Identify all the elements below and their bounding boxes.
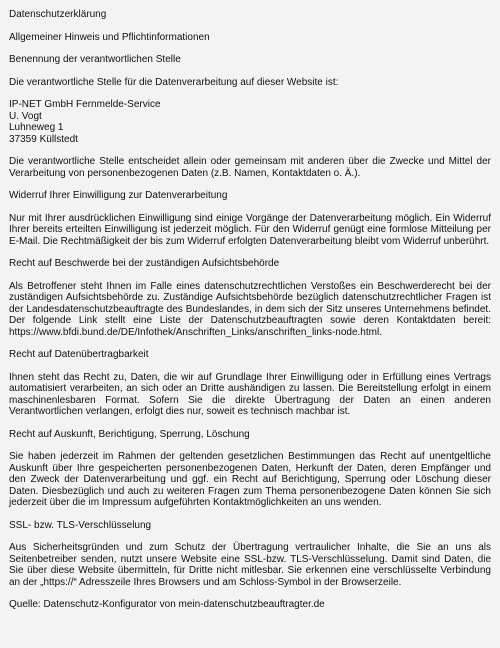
portability-heading: Recht auf Datenübertragbarkeit (9, 349, 149, 360)
portability-text: Ihnen steht das Recht zu, Daten, die wir auf Grundlage Ihrer Einwilligung oder in Erfüllung eines Vertrags automatisiert verarbeiten, an sich oder an Dritte aushändigen zu lassen. Die Bereitstellung erfolgt in einem maschinenlesbaren Format. Sofern Sie die direkte Übertragung der Daten an einen anderen Verantwortlichen verlangen, erfolgt dies nur, soweit es technisch machbar ist. (9, 371, 491, 417)
complaint-text: Als Betroffener steht Ihnen im Falle eines datenschutzrechtlichen Verstoßes ein Beschwerderecht bei der zuständigen Aufsichtsbehörde zu. Zuständige Aufsichtsbehörde bezüglich datenschutzrechtlicher Fragen ist der Landesdatenschutzbeauftragte des Bundeslandes, in dem sich der Sitz unseres Unternehmens befindet. Der folgende Link stellt eine Liste der Datenschutzbeauftragten sowie deren Kontaktdaten bereit: https://www.bfdi.bund.de/DE/Infothek/Anschriften_Links/anschriften_links-node.html. (9, 280, 491, 338)
address-line-street: Luhneweg 1 (9, 122, 64, 133)
page-title: Datenschutzerklärung (9, 9, 107, 20)
withdrawal-text: Nur mit Ihrer ausdrücklichen Einwilligung sind einige Vorgänge der Datenverarbeitung möglich. Ein Widerruf Ihrer bereits erteilten Einwilligung ist jederzeit möglich. Für den Widerruf genügt eine formlose Mitteilung per E-Mail. Die Rechtmäßigkeit der bis zum Widerruf erfolgten Datenverarbeitung bleibt vom Widerruf unberührt. (9, 212, 491, 247)
address-line-person: U. Vogt (9, 110, 42, 122)
company-address (9, 99, 491, 145)
encryption-text: Aus Sicherheitsgründen und zum Schutz der Übertragung vertraulicher Inhalte, die Sie an uns als Seitenbetreiber senden, nutzt unsere Website eine SSL-bzw. TLS-Verschlüsselung. Damit sind Daten, die Sie über diese Website übermitteln, für Dritte nicht mitlesbar. Sie erkennen eine verschlüsselte Verbindung an der „https://“ Adresszeile Ihres Browsers und am Schloss-Symbol in der Browserzeile. (9, 542, 491, 588)
intro-heading: Allgemeiner Hinweis und Pflichtinformationen (9, 31, 210, 43)
information-text: Sie haben jederzeit im Rahmen der geltenden gesetzlichen Bestimmungen das Recht auf unentgeltliche Auskunft über Ihre gespeicherten personenbezogenen Daten, Herkunft der Daten, deren Empfänger und den Zweck der Datenverarbeitung und ggf. ein Recht auf Berichtigung, Sperrung oder Löschung dieser Daten. Diesbezüglich und auch zu weiteren Fragen zum Thema personenbezogene Daten können Sie sich jederzeit über die im Impressum aufgeführten Kontaktmöglichkeiten an uns wenden. (9, 451, 491, 508)
address-line-city: 37359 Küllstedt (9, 133, 78, 145)
information-heading: Recht auf Auskunft, Berichtigung, Sperrung, Löschung (9, 428, 250, 440)
withdrawal-heading: Widerruf Ihrer Einwilligung zur Datenverarbeitung (9, 190, 228, 201)
responsible-decision-text: Die verantwortliche Stelle entscheidet allein oder gemeinsam mit anderen über die Zwecke und Mittel der Verarbeitung von personenbezogenen Daten (z.B. Namen, Kontaktdaten o. Ä.). (9, 156, 491, 179)
complaint-heading: Recht auf Beschwerde bei der zuständigen Aufsichtsbehörde (9, 258, 280, 269)
source-note: Quelle: Datenschutz-Konfigurator von mein-datenschutzbeauftragter.de (9, 599, 325, 610)
responsible-text: Die verantwortliche Stelle für die Datenverarbeitung auf dieser Website ist: (9, 76, 339, 88)
address-line-company: IP-NET GmbH Fernmelde-Service (9, 99, 161, 110)
responsible-heading: Benennung der verantwortlichen Stelle (9, 54, 181, 65)
encryption-heading: SSL- bzw. TLS-Verschlüsselung (9, 519, 152, 531)
